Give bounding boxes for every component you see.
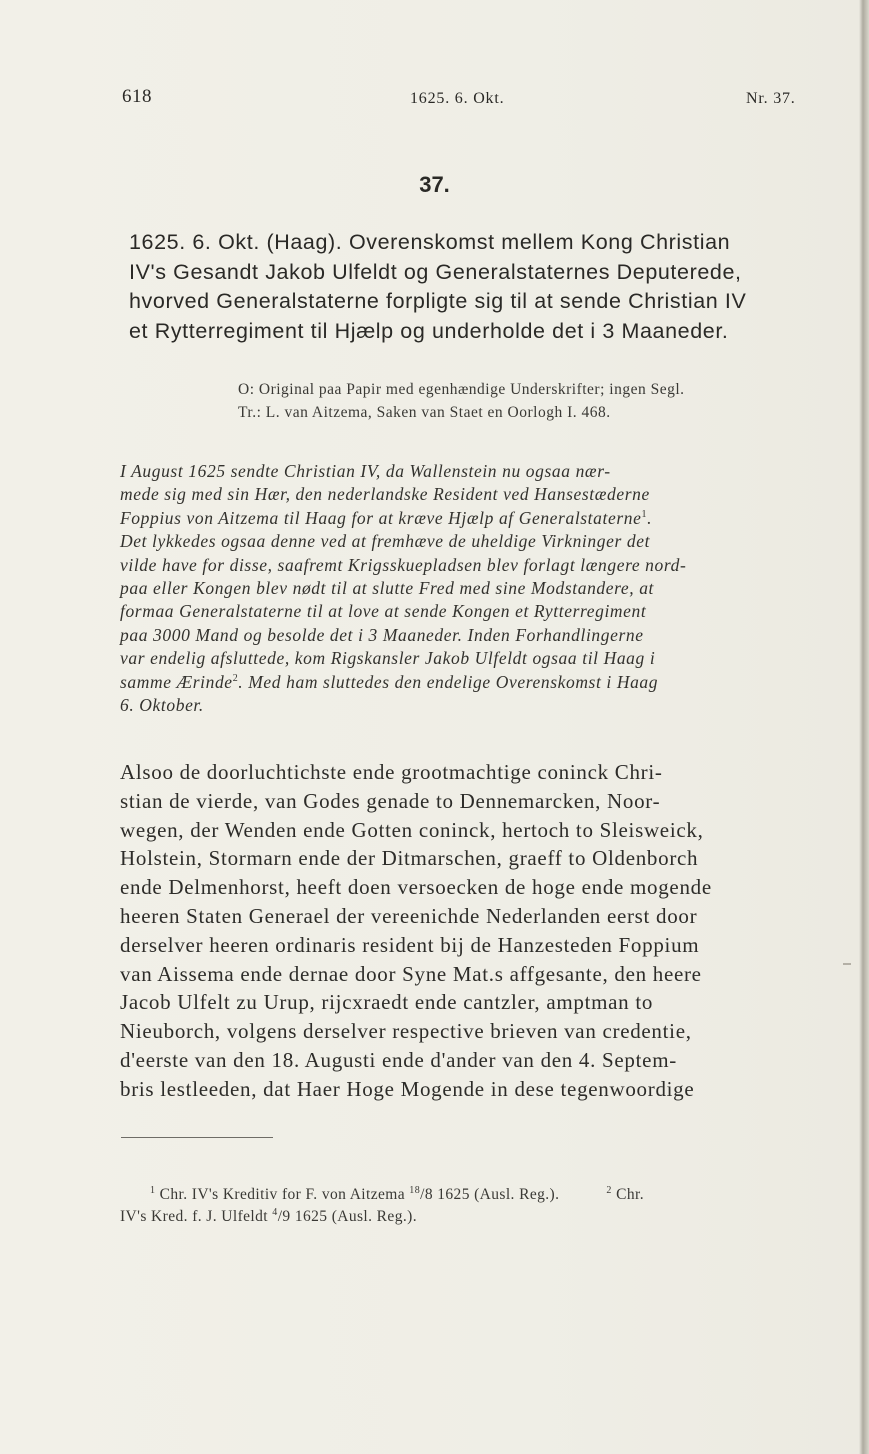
text-line: heeren Staten Generael der vereenichde Nederlanden eerst door — [120, 903, 698, 928]
document-heading — [129, 228, 815, 346]
heading-line: et Rytterregiment til Hjælp og underholde det i 3 Maaneder. — [129, 318, 729, 343]
margin-mark — [843, 963, 851, 965]
footnote-divider — [121, 1137, 273, 1138]
document-text — [120, 758, 820, 1104]
text-line: d'eerste van den 18. Augusti ende d'ander van den 4. Septem- — [120, 1047, 677, 1072]
text-line: stian de vierde, van Godes genade to Dennemarcken, Noor- — [120, 788, 661, 813]
intro-line-with-note — [120, 671, 820, 694]
intro-line: vilde have for disse, saafremt Krigsskuepladsen blev forlagt længere nord- — [120, 554, 687, 575]
intro-line: paa 3000 Mand og besolde det i 3 Maaneder. Inden Forhandlingerne — [120, 624, 644, 645]
footnote-2-text: IV's Kred. f. J. Ulfeldt — [120, 1208, 268, 1225]
document-number: 37. — [419, 172, 450, 197]
source-notes — [238, 378, 818, 424]
heading-line: 1625. 6. Okt. (Haag). Overenskomst mellem Kong Christian — [129, 230, 731, 254]
text-line: Holstein, Stormarn ende der Ditmarschen, graeff to Oldenborch — [120, 846, 699, 871]
source-line-original: O: Original paa Papir med egenhændige Underskrifter; ingen Segl. — [238, 381, 685, 398]
intro-line: formaa Generalstaterne til at love at sende Kongen et Rytterregiment — [120, 601, 647, 622]
running-title: 1625. 6. Okt. — [410, 90, 505, 107]
footnote-mark-2: 2 — [606, 1184, 612, 1196]
intro-line-text: samme Ærinde — [120, 671, 233, 692]
text-line: van Aissema ende dernae door Syne Mat.s affgesante, den heere — [120, 961, 702, 986]
footnote-ref-2: 2 — [232, 672, 239, 684]
intro-line: Det lykkedes ogsaa denne ved at fremhæve de uheldige Virkninger det — [120, 531, 651, 552]
footnote-1-text: Chr. IV's Kreditiv for F. von Aitzema — [159, 1186, 406, 1203]
intro-line: paa eller Kongen blev nødt til at slutte Fred med sine Modstandere, at — [120, 578, 655, 599]
footnote-2-date-rest: /9 1625 (Ausl. Reg.). — [277, 1208, 417, 1225]
footnote-line-2 — [120, 1206, 820, 1228]
footnote-1-date-day: 18 — [409, 1184, 421, 1196]
intro-line: I August 1625 sendte Christian IV, da Wallenstein nu ogsaa nær- — [120, 461, 611, 481]
intro-line: var endelig afsluttede, kom Rigskansler Jakob Ulfeldt ogsaa til Haag i — [120, 648, 656, 669]
running-document-number: Nr. 37. — [746, 90, 796, 107]
footnote-line-1 — [120, 1184, 820, 1206]
footnote-2-date-day: 4 — [272, 1206, 278, 1218]
intro-line-with-note: Foppius von Aitzema til Haag for at kræve Hjælp af Generalstaterne$^1$. — [120, 507, 653, 528]
footnotes — [120, 1184, 820, 1228]
text-line: Nieuborch, volgens derselver respective brieven van credentie, — [120, 1019, 692, 1044]
text-line: Alsoo de doorluchtichste ende grootmachtige coninck Chri- — [120, 760, 663, 784]
footnote-2-text-start: Chr. — [616, 1186, 644, 1203]
footnote-ref-1: 1 — [641, 508, 648, 520]
intro-line: mede sig med sin Hær, den nederlandske Resident ved Hansestæderne — [120, 484, 650, 505]
footnote-1-date-rest: /8 1625 (Ausl. Reg.). — [420, 1186, 560, 1203]
text-line: ende Delmenhorst, heeft doen versoecken de hoge ende mogende — [120, 875, 712, 900]
intro-line: 6. Oktober. — [120, 695, 204, 716]
heading-line: hvorved Generalstaterne forpligte sig til at sende Christian IV — [129, 289, 747, 313]
page-number: 618 — [122, 86, 152, 107]
text-line: derselver heeren ordinaris resident bij de Hanzesteden Foppium — [120, 932, 700, 957]
heading-line: IV's Gesandt Jakob Ulfeldt og Generalstaternes Deputerede, — [129, 259, 742, 284]
text-line: bris lestleeden, dat Haer Hoge Mogende in dese tegenwoordige — [120, 1076, 695, 1101]
footnote-mark-1: 1 — [149, 1184, 156, 1196]
intro-line-text: Foppius von Aitzema til Haag for at kræve Hjælp af Generalstaterne — [120, 507, 642, 528]
editorial-introduction — [120, 460, 820, 717]
source-line-transcript: Tr.: L. van Aitzema, Saken van Staet en Oorlogh I. 468. — [238, 404, 611, 421]
page-edge-shadow — [859, 0, 869, 1454]
text-line: Jacob Ulfelt zu Urup, rijcxraedt ende cantzler, amptman to — [120, 990, 654, 1015]
text-line: wegen, der Wenden ende Gotten coninck, hertoch to Sleisweick, — [120, 817, 704, 842]
running-header — [0, 86, 869, 116]
intro-line-text: . Med ham sluttedes den endelige Overenskomst i Haag — [238, 671, 659, 692]
